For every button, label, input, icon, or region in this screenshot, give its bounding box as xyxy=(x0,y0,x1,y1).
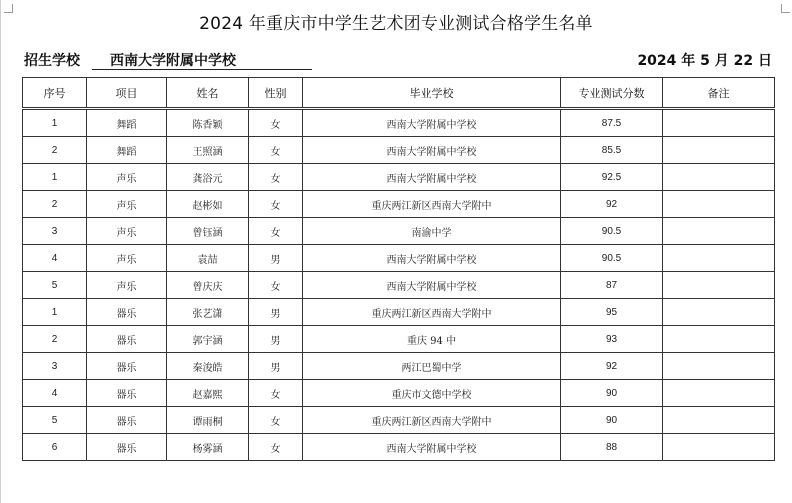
cell-score: 90 xyxy=(561,380,663,407)
cell-name: 曾庆庆 xyxy=(167,272,249,299)
cell-gender: 男 xyxy=(249,326,303,353)
column-header-name: 姓名 xyxy=(167,78,249,109)
table-row xyxy=(23,137,775,164)
column-header-gender: 性别 xyxy=(249,78,303,109)
cell-note xyxy=(663,191,775,218)
table-row xyxy=(23,191,775,218)
cell-number: 5 xyxy=(23,272,87,299)
cell-number: 2 xyxy=(23,137,87,164)
table-row xyxy=(23,434,775,461)
cell-name: 杨雾涵 xyxy=(167,434,249,461)
cell-note xyxy=(663,218,775,245)
document-title: 2024 年重庆市中学生艺术团专业测试合格学生名单 xyxy=(199,14,593,34)
cell-school: 西南大学附属中学校 xyxy=(303,109,561,137)
cell-number: 2 xyxy=(23,326,87,353)
cell-item: 舞蹈 xyxy=(87,109,167,137)
cell-name: 陈香颖 xyxy=(167,109,249,137)
cell-item: 器乐 xyxy=(87,353,167,380)
cell-number: 1 xyxy=(23,164,87,191)
cell-item: 器乐 xyxy=(87,380,167,407)
table-row xyxy=(23,218,775,245)
cell-number: 2 xyxy=(23,191,87,218)
cell-name: 郭宇涵 xyxy=(167,326,249,353)
cell-school: 重庆 94 中 xyxy=(303,326,561,353)
cell-gender: 男 xyxy=(249,353,303,380)
cell-note xyxy=(663,137,775,164)
cell-name: 赵彬如 xyxy=(167,191,249,218)
cell-number: 3 xyxy=(23,353,87,380)
cell-note xyxy=(663,380,775,407)
cell-item: 声乐 xyxy=(87,164,167,191)
column-header-school: 毕业学校 xyxy=(303,78,561,109)
cell-name: 秦浚皓 xyxy=(167,353,249,380)
cell-score: 90.5 xyxy=(561,245,663,272)
cell-name: 王照涵 xyxy=(167,137,249,164)
cell-note xyxy=(663,272,775,299)
table-row xyxy=(23,245,775,272)
cell-number: 1 xyxy=(23,109,87,137)
page-left-edge xyxy=(0,0,1,503)
table-row xyxy=(23,407,775,434)
cell-school: 西南大学附属中学校 xyxy=(303,434,561,461)
cell-item: 器乐 xyxy=(87,326,167,353)
cell-score: 88 xyxy=(561,434,663,461)
cell-gender: 女 xyxy=(249,109,303,137)
cell-gender: 男 xyxy=(249,245,303,272)
table-row xyxy=(23,353,775,380)
cell-school: 重庆两江新区西南大学附中 xyxy=(303,407,561,434)
table-header-row xyxy=(23,78,775,109)
cell-school: 重庆两江新区西南大学附中 xyxy=(303,299,561,326)
cell-school: 西南大学附属中学校 xyxy=(303,245,561,272)
cell-note xyxy=(663,407,775,434)
cell-school: 西南大学附属中学校 xyxy=(303,164,561,191)
cell-note xyxy=(663,434,775,461)
cell-score: 92 xyxy=(561,191,663,218)
cell-school: 两江巴蜀中学 xyxy=(303,353,561,380)
table-row xyxy=(23,109,775,137)
cell-note xyxy=(663,326,775,353)
cell-school: 西南大学附属中学校 xyxy=(303,137,561,164)
table-row xyxy=(23,326,775,353)
cell-score: 87.5 xyxy=(561,109,663,137)
document-header xyxy=(24,50,776,72)
cell-name: 袁喆 xyxy=(167,245,249,272)
table-row xyxy=(23,299,775,326)
cell-score: 92.5 xyxy=(561,164,663,191)
cell-item: 声乐 xyxy=(87,218,167,245)
cell-item: 声乐 xyxy=(87,272,167,299)
cell-score: 85.5 xyxy=(561,137,663,164)
column-header-score: 专业测试分数 xyxy=(561,78,663,109)
cell-note xyxy=(663,245,775,272)
cell-number: 5 xyxy=(23,407,87,434)
cell-name: 张艺潇 xyxy=(167,299,249,326)
table-row xyxy=(23,164,775,191)
cell-gender: 女 xyxy=(249,164,303,191)
column-header-number: 序号 xyxy=(23,78,87,109)
cell-score: 92 xyxy=(561,353,663,380)
cell-gender: 女 xyxy=(249,272,303,299)
cell-number: 6 xyxy=(23,434,87,461)
cell-score: 87 xyxy=(561,272,663,299)
cell-name: 赵嘉熙 xyxy=(167,380,249,407)
cell-item: 器乐 xyxy=(87,407,167,434)
cell-school: 重庆两江新区西南大学附中 xyxy=(303,191,561,218)
cell-school: 南渝中学 xyxy=(303,218,561,245)
cell-note xyxy=(663,299,775,326)
cell-gender: 女 xyxy=(249,380,303,407)
table-body xyxy=(23,109,775,461)
school-label: 招生学校 xyxy=(24,53,80,69)
cell-gender: 女 xyxy=(249,407,303,434)
cell-gender: 男 xyxy=(249,299,303,326)
cell-score: 95 xyxy=(561,299,663,326)
cell-item: 器乐 xyxy=(87,434,167,461)
table-row xyxy=(23,380,775,407)
cell-item: 声乐 xyxy=(87,191,167,218)
column-header-note: 备注 xyxy=(663,78,775,109)
cell-number: 3 xyxy=(23,218,87,245)
cell-name: 龚浴元 xyxy=(167,164,249,191)
cell-score: 93 xyxy=(561,326,663,353)
cell-item: 舞蹈 xyxy=(87,137,167,164)
cell-name: 谭雨桐 xyxy=(167,407,249,434)
cell-item: 器乐 xyxy=(87,299,167,326)
cell-score: 90 xyxy=(561,407,663,434)
student-roster-table xyxy=(22,77,775,461)
cell-gender: 女 xyxy=(249,434,303,461)
cell-school: 西南大学附属中学校 xyxy=(303,272,561,299)
cell-gender: 女 xyxy=(249,218,303,245)
cell-note xyxy=(663,109,775,137)
cell-name: 曾钰涵 xyxy=(167,218,249,245)
cell-gender: 女 xyxy=(249,137,303,164)
table-row xyxy=(23,272,775,299)
column-header-item: 项目 xyxy=(87,78,167,109)
school-name: 西南大学附属中学校 xyxy=(92,50,312,70)
cell-gender: 女 xyxy=(249,191,303,218)
cell-number: 1 xyxy=(23,299,87,326)
cell-school: 重庆市文德中学校 xyxy=(303,380,561,407)
cell-item: 声乐 xyxy=(87,245,167,272)
cell-number: 4 xyxy=(23,380,87,407)
document-date: 2024 年 5 月 22 日 xyxy=(637,53,772,69)
cell-score: 90.5 xyxy=(561,218,663,245)
cell-number: 4 xyxy=(23,245,87,272)
cell-note xyxy=(663,164,775,191)
cell-note xyxy=(663,353,775,380)
